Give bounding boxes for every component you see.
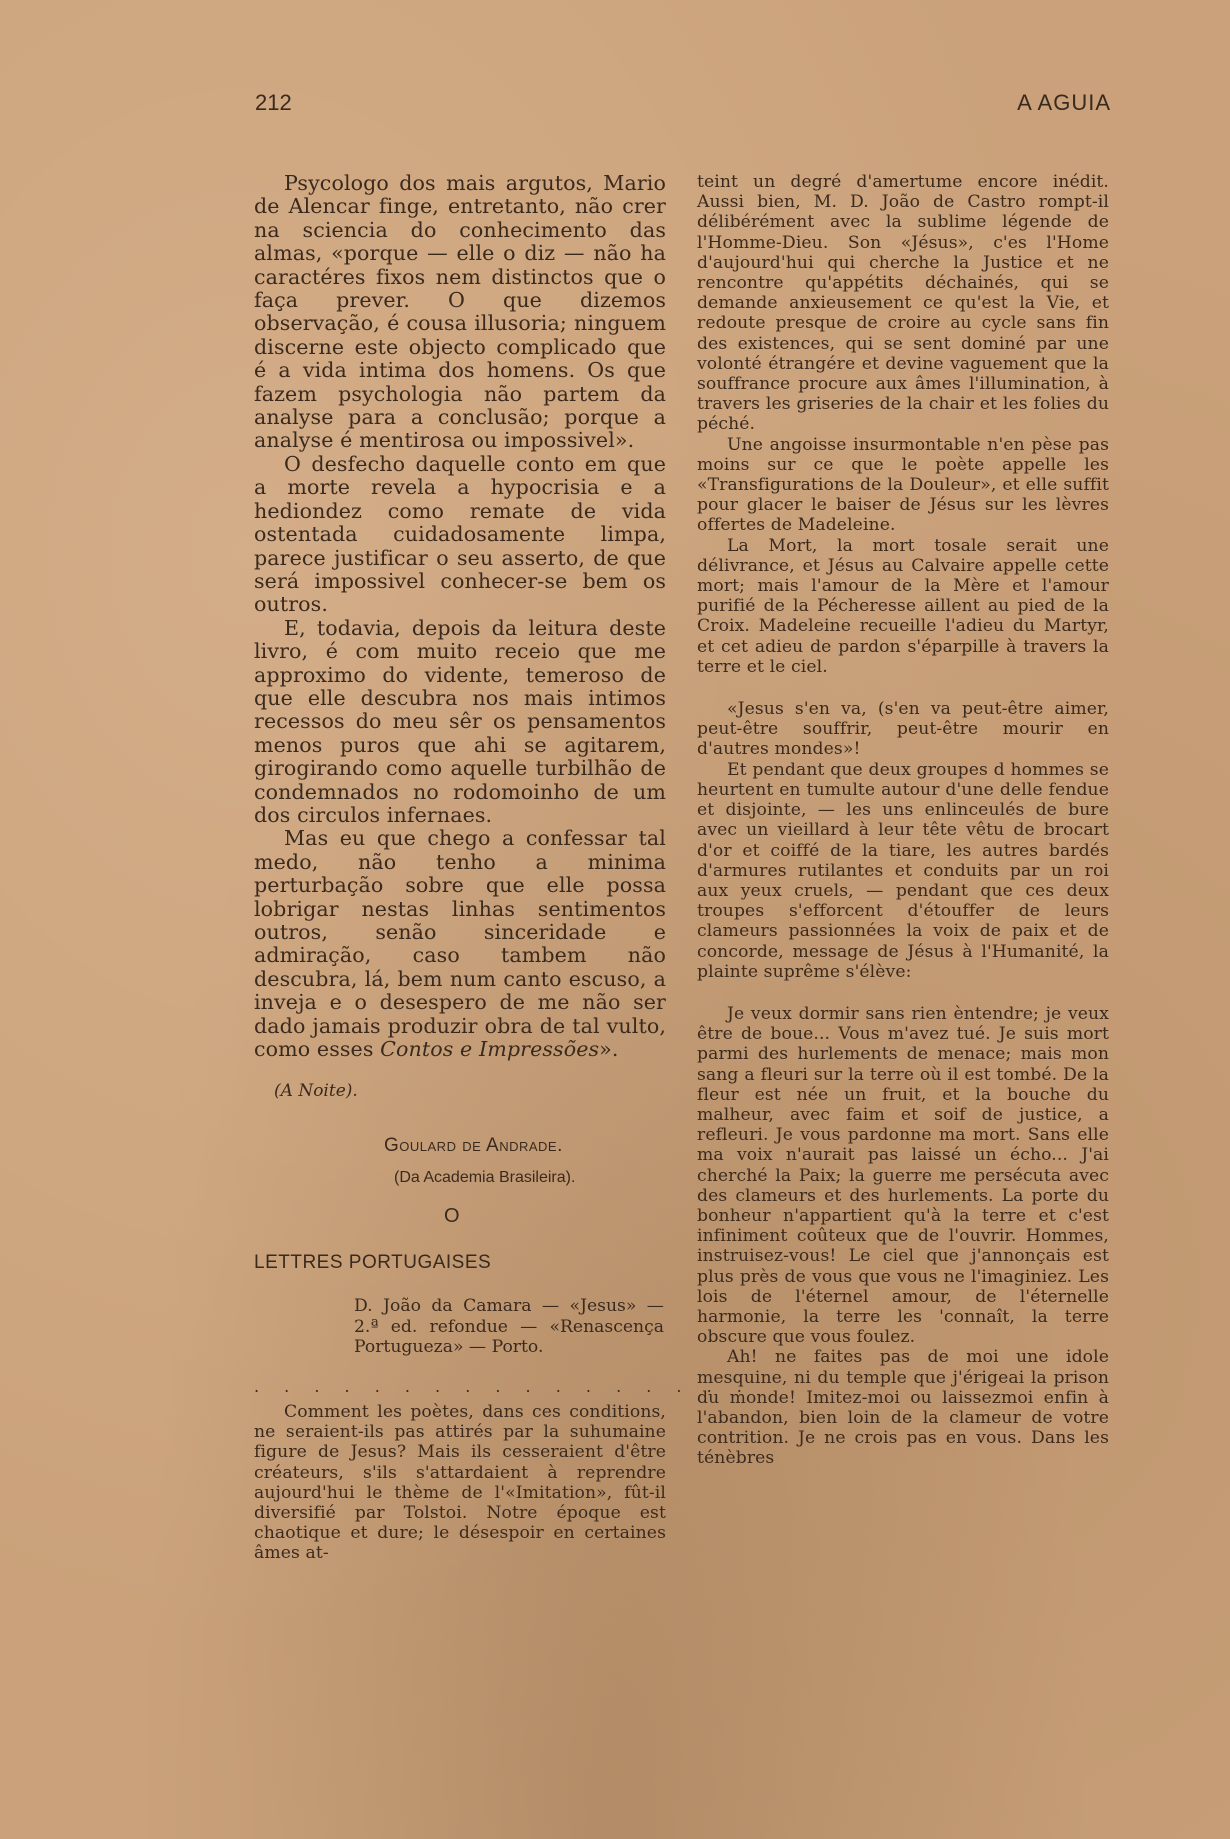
source-citation: (A Noite). xyxy=(274,1081,358,1102)
author-affiliation: (Da Academia Brasileira). xyxy=(394,1169,576,1187)
paragraph: La Mort, la mort tosale serait une délivrance, et Jésus au Calvaire appelle cette mort; mais l'amour de la Mère et l'amour purifié de la Pécheresse aillent au pied de la Croix. Madeleine recueille l'adieu du Martyr, et cet adieu de pardon s'éparpille à travers la terre et le ciel. xyxy=(697,535,1109,677)
paragraph: O desfecho daquelle conto em que a morte revela a hypocrisia e a hediondez como remate de vida ostentada cuidadosamente limpa, parece justificar o seu asserto, de que será impossivel conhecer-se bem os outros. xyxy=(254,451,666,617)
paragraph: E, todavia, depois da leitura deste livro, é com muito receio que me approximo do vidente, temeroso de que elle descubra nos mais intimos recessos do meu sêr os pensamentos menos puros que ahi se agitarem, girogirando como aquelle turbilhão de condemnados no rodomoinho de um dos circulos infernaes. xyxy=(254,615,666,827)
quote-paragraph: Je veux dormir sans rien èntendre; je veux être de boue... Vous m'avez tué. Je suis mort parmi des hurlements de menace; mais mon sang a fleuri sur la terre où il est tombé. De la fleur est née un fruit, et la bouche du malheur, avec faim et soif de justice, a refleuri. Je vous pardonne ma mort. Sans elle ma voix n'aurait pas laissé un écho... J'ai cherché la Paix; la guerre me persécuta avec des clameurs et des hurlements. La porte du bonheur n'appartient qu'à la terre et c'est infiniment coûteux que de l'ouvrir. Hommes, instruisez-vous! Le ciel que j'annonçais est plus près de vous que vous ne l'imaginiez. Les lois de l'éternel amour, de l'éternelle harmonie, la terre les 'connaît, la terre obscure que vous foulez. xyxy=(697,1003,1109,1348)
paragraph: Ah! ne faites pas de moi une idole mesquine, ni du temple que j'érigeai la prison du monde! Imitez-moi ou laissezmoi enfin à l'abandon, bien loin de la clameur de votre contrition. Je ne crois pas en vous. Dans les ténèbres xyxy=(697,1347,1109,1469)
book-reference: D. João da Camara — «Jesus» — 2.ª ed. refondue — «Renascença Portugueza» — Porto. xyxy=(354,1296,664,1357)
page-number: 212 xyxy=(255,90,292,115)
paragraph: Et pendant que deux groupes d hommes se heurtent en tumulte autour d'une delle fendue et disjointe, — les uns enlinceulés de bure avec un vieillard à leur tête vêtu de brocart d'or et coiffé de la tiare, les autres bardés d'armures rutilantes et conduits par un roi aux yeux cruels, — pendant que ces deux troupes s'efforcent d'étouffer de leurs clameurs passionnées la voix de paix et de concorde, message de Jésus à l'Humanité, la plainte suprême s'élève: xyxy=(697,759,1109,982)
paragraph: Psycologo dos mais argutos, Mario de Alencar finge, entretanto, não crer na sciencia do conhecimento das almas, «porque — elle o diz — não ha caractéres fixos nem distinctos que o faça prever. O que dizemos observação, é cousa illusoria; ninguem discerne este objecto complicado que é a vida intima dos homens. Os que fazem psychologia não partem da analyse para a conclusão; porque a analyse é mentirosa ou impossivel». xyxy=(254,171,666,453)
journal-title: A AGUIA xyxy=(1017,90,1111,115)
closing-quote: ». xyxy=(599,1037,619,1062)
left-column xyxy=(254,171,752,1564)
paragraph: teint un degré d'amertume encore inédit. Aussi bien, M. D. João de Castro rompt-il délibérément avec la sublime légende de l'Homme-Dieu. Son «Jésus», c'es l'Home d'aujourd'hui qui cherche la Justice et ne rencontre qu'appétits déchainés, qui se demande anxieusement ce qu'est la Vie, et redoute presque de croire au cycle sans fin des existences, qui se sent dominé par une volonté étrangére et devine vaguement que la souffrance procure aux âmes l'illumination, à travers les griseries de la chair et les folies du péché. xyxy=(697,172,1109,435)
author-signature: Goulard de Andrade. xyxy=(384,1135,563,1157)
section-title: LETTRES PORTUGAISES xyxy=(254,1252,492,1274)
dot-divider: . . . . . . . . . . . . . . . . . xyxy=(254,1377,752,1397)
paragraph: Une angoisse insurmontable n'en pèse pas moins sur ce que le poète appelle les «Transfigurations de la Douleur», et elle suffit pour glacer le baiser de Jésus sur les lèvres offertes de Madeleine. xyxy=(697,434,1109,536)
book-title: Contos e Impressões xyxy=(380,1037,600,1062)
page-header xyxy=(255,90,1111,124)
quote-paragraph: «Jesus s'en va, (s'en va peut-être aimer, peut-être souffrir, peut-être mourir en d'autres mondes»! xyxy=(697,699,1109,760)
section-separator: O xyxy=(444,1205,460,1228)
right-column xyxy=(697,172,1109,1469)
paragraph-text: Mas eu que chego a confessar tal medo, não tenho a minima perturbação sobre que elle possa lobrigar nestas linhas sentimentos outros, senão sinceridade e admiração, caso tambem não descubra, lá, bem num canto escuso, a inveja e o desespero de me não ser dado jamais produzir obra de tal vulto, como esses xyxy=(254,826,666,1062)
paragraph: Comment les poètes, dans ces conditions, ne seraient-ils pas attirés par la suhumaine figure de Jesus? Mais ils cesseraient d'être créateurs, s'ils s'attardaient à reprendre aujourd'hui le thème de l'«Imitation», fût-il diversifié par Tolstoi. Notre époque est chaotique et dure; le désespoir en certaines âmes at- xyxy=(254,1402,666,1564)
paragraph-with-title xyxy=(254,827,666,1061)
